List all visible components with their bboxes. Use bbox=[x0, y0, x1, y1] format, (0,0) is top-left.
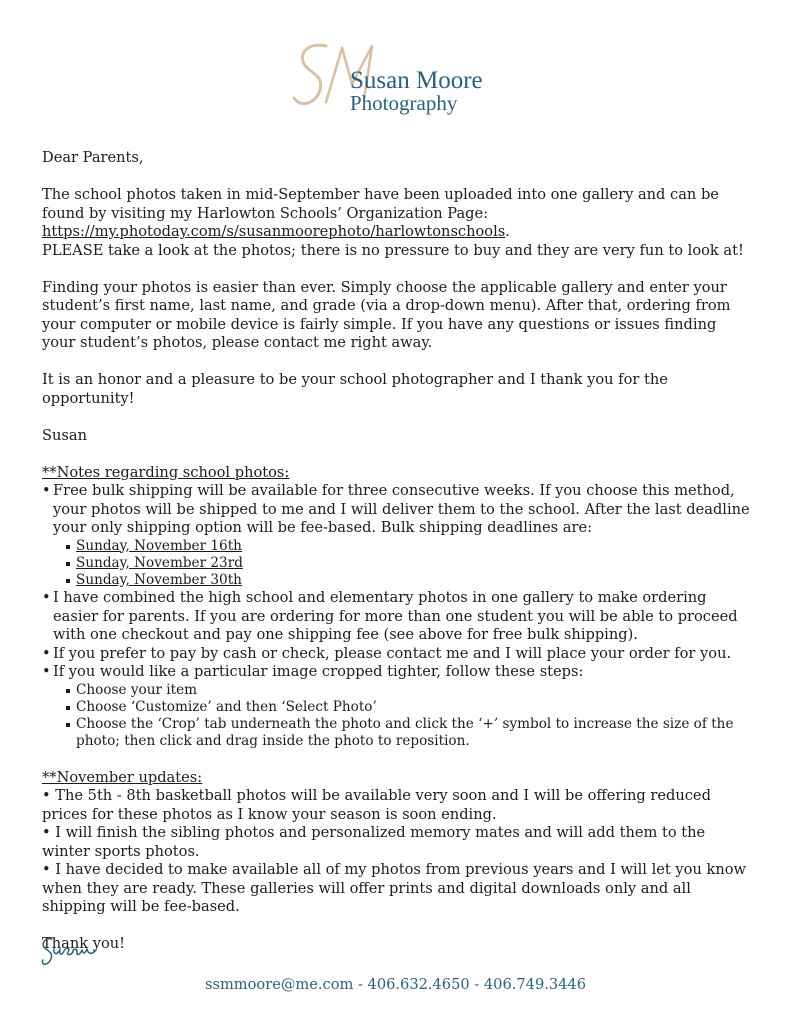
deadline-item bbox=[53, 538, 754, 555]
crop-step-text: Choose ‘Customize’ and then ‘Select Photo’ bbox=[76, 698, 377, 715]
honor-paragraph: It is an honor and a pleasure to be your school photographer and I thank you for the opportunity! bbox=[42, 371, 668, 407]
logo bbox=[290, 38, 520, 116]
bullet-dot: • bbox=[42, 589, 51, 607]
note-text: If you prefer to pay by cash or check, please contact me and I will place your order for you. bbox=[53, 644, 732, 662]
deadline-text: Sunday, November 23rd bbox=[76, 554, 243, 571]
note-combined bbox=[42, 589, 754, 645]
note-shipping bbox=[42, 482, 754, 589]
intro-note: PLEASE take a look at the photos; there is no pressure to buy and they are very fun to look at! bbox=[42, 241, 744, 259]
deadline-text: Sunday, November 30th bbox=[76, 571, 242, 588]
link-suffix: . bbox=[505, 223, 510, 240]
intro-paragraph bbox=[42, 186, 754, 260]
crop-step-text: Choose your item bbox=[76, 681, 198, 698]
bullet-dot: • bbox=[42, 482, 51, 499]
deadline-text: Sunday, November 16th bbox=[76, 537, 242, 554]
footer-contact: ssmmoore@me.com - 406.632.4650 - 406.749.3446 bbox=[204, 976, 587, 993]
notes-list bbox=[42, 482, 754, 750]
bullet-dot: • bbox=[42, 644, 51, 662]
deadline-list bbox=[53, 538, 754, 590]
crop-steps-list bbox=[53, 682, 754, 751]
greeting: Dear Parents, bbox=[42, 149, 144, 166]
crop-step bbox=[53, 699, 754, 716]
note-cash bbox=[42, 645, 754, 664]
deadline-item bbox=[53, 555, 754, 572]
deadline-item bbox=[53, 572, 754, 589]
note-crop bbox=[42, 663, 754, 750]
crop-step-text: Choose the ‘Crop’ tab underneath the photo and click the ‘+’ symbol to increase the size of the photo; then click and drag inside the photo to reposition. bbox=[76, 716, 734, 750]
signature bbox=[40, 935, 110, 967]
note-text: Free bulk shipping will be available for three consecutive weeks. If you choose this method, your photos will be shipped to me and I will deliver them to the school. After the last deadline your only shipping option will be fee-based. Bulk shipping deadlines are: bbox=[53, 482, 750, 536]
update-item: • I have decided to make available all of my photos from previous years and I will let you know when they are ready. These galleries will offer prints and digital downloads only and all shipping will be fee-based. bbox=[42, 861, 747, 916]
notes-heading: **Notes regarding school photos: bbox=[42, 463, 290, 481]
crop-step bbox=[53, 716, 754, 750]
updates-heading: **November updates: bbox=[42, 768, 203, 786]
gallery-link[interactable]: https://my.photoday.com/s/susanmoorephoto/harlowtonschools bbox=[42, 223, 506, 240]
crop-step bbox=[53, 682, 754, 699]
closing: Thank you! bbox=[42, 935, 126, 953]
bullet-dot: • bbox=[42, 663, 51, 681]
letter-body bbox=[42, 149, 754, 954]
logo-subtitle: Photography bbox=[350, 91, 458, 115]
intro-text: The school photos taken in mid-September have been uploaded into one gallery and can be found by visiting my Harlowton Schools’ Organization Page: bbox=[42, 186, 719, 222]
logo-name: Susan Moore bbox=[350, 67, 483, 94]
update-item: • I will finish the sibling photos and personalized memory mates and will add them to the winter sports photos. bbox=[42, 824, 706, 860]
signoff-name: Susan bbox=[42, 426, 87, 444]
update-item: • The 5th - 8th basketball photos will be available very soon and I will be offering reduced prices for these photos as I know your season is soon ending. bbox=[42, 787, 711, 823]
note-text: I have combined the high school and elementary photos in one gallery to make ordering easier for parents. If you are ordering for more than one student you will be able to proceed with one checkout and pay one shipping fee (see above for free bulk shipping). bbox=[53, 589, 738, 644]
note-text: If you would like a particular image cropped tighter, follow these steps: bbox=[53, 663, 584, 681]
finding-paragraph: Finding your photos is easier than ever. Simply choose the applicable gallery and enter your student’s first name, last name, and grade (via a drop-down menu). After that, ordering from your computer or mobile device is fairly simple. If you have any questions or issues finding your student’s photos, please contact me right away. bbox=[42, 278, 731, 351]
